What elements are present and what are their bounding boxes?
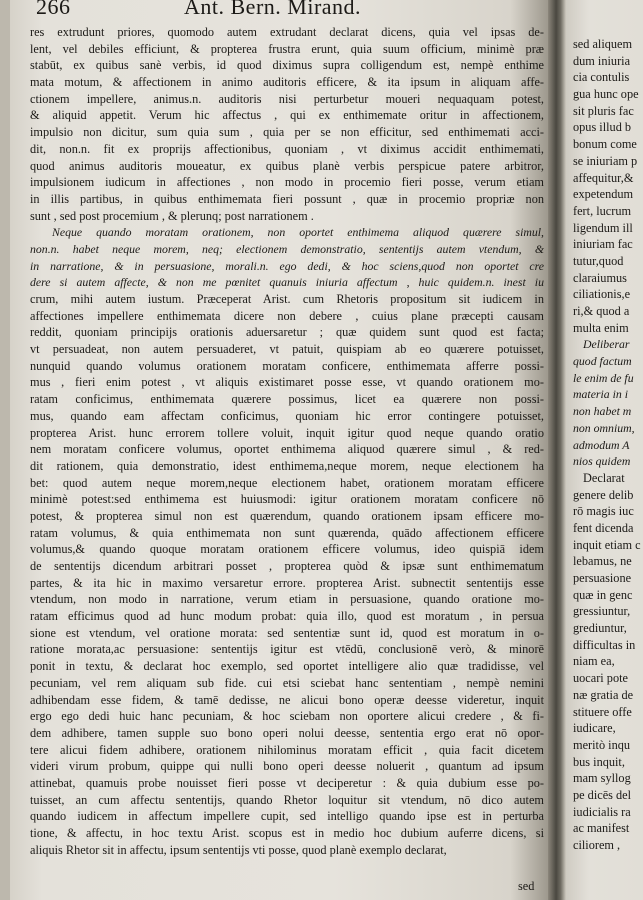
- text-line: dit rationem, quia demonstratio, idest enthimema,neque morem, neque electionem ha: [30, 458, 544, 473]
- text-line: adhibendam esse fidem, & tamē dedisse, ne alicui bono operæ deesse videretur, inquit: [30, 692, 544, 707]
- facing-text-line: næ gratia de: [573, 687, 634, 702]
- facing-text-line: grediuntur,: [573, 621, 627, 636]
- facing-text-line: niam ea,: [573, 654, 615, 669]
- left-page: [10, 0, 548, 900]
- text-line: ratam efficimus quod ad hunc modum probat: quia illo, quod est moratum , in persua: [30, 609, 544, 624]
- text-line: Neque quando moratam orationem, non oportet enthimema aliquod quærere simul,: [52, 225, 544, 240]
- facing-text-line: nios quidem: [573, 454, 631, 469]
- facing-text-line: pe dicēs del: [573, 787, 632, 802]
- facing-text-line: admodum A: [573, 437, 630, 452]
- text-line: mus, quando eam affectam conficimus, quoniam hic error contingere potuisset,: [30, 408, 544, 423]
- facing-text-line: se iniuriam p: [573, 153, 638, 168]
- text-line: vtendum, non modo in narratione, verum etiam in persuasione, quando oratione mo-: [30, 592, 544, 607]
- text-line: aliquis Rhetor sit in affectu, ipsum sententijs vti posse, quod planè exemplo declarat,: [30, 842, 447, 857]
- text-line: crum, mihi autem iustum. Præceperat Arist. cum Rhetoris propositum sit iudicem in: [30, 292, 544, 306]
- text-line: bet: quod autem neque morem,neque electionem habet, orationem moratam efficere: [30, 475, 544, 490]
- running-title: Ant. Bern. Mirand.: [184, 0, 362, 19]
- text-line: res extrudunt priores, quomodo autem extrudant declarat dicens, quia vel ipsas de-: [30, 25, 544, 39]
- text-line: minimè potest:sed enthimema est huiusmodi: igitur orationem moratam conficere nō: [30, 492, 544, 507]
- facing-text-line: sit pluris fac: [573, 103, 634, 118]
- facing-text-line: uocari pote: [573, 671, 628, 686]
- text-line: tione, & affectu, in hoc textu Arist. scopus est in medio hoc dubium auferre dicens, si: [30, 826, 544, 840]
- text-line: dere si autem affecte, & non me pœnitet quanuis iniuria affectum , huic quidem.n. inest iu: [30, 275, 544, 290]
- text-line: dem adhibere, tamen supple suo bono operi nolui deesse, sententia ergo erat nō opor-: [30, 725, 544, 740]
- text-line: non.n. habet neque morem, neq; electionem demonstratio, sententijs autem vtendum, &: [30, 241, 544, 256]
- text-line: quod animus auditoris moueatur, ex quibus planè verbis perspicue patere arbitror,: [30, 158, 544, 173]
- text-line: nem moratam conficere volumus, oportet enthimema aliquod quærere simul , & red-: [30, 442, 544, 457]
- text-line: quando iudicem in affectum impellere cupit, sed intelligo quando ipse est in perturba: [30, 809, 544, 824]
- facing-text-line: iudicare,: [573, 721, 616, 736]
- text-line: volumus,& quando quoque moratam orationem efficere volumus, ideo quispiā idem: [30, 542, 544, 557]
- facing-text-line: multa enim: [573, 320, 629, 335]
- text-line: impulsio non dicitur, sum quia sum , quia per se non efficitur, sed enthimemati acci-: [30, 125, 544, 140]
- facing-text-line: ac manifest: [573, 821, 630, 836]
- facing-text-line: opus illud b: [573, 120, 632, 135]
- text-line: reddit, quoniam principijs orationis aduersaretur ; quæ quidem sunt quod est facta;: [30, 325, 544, 340]
- facing-text-line: expetendum: [573, 187, 634, 202]
- text-line: ratam volumus, & quia enthimemata non sunt quærenda, quādo affectionem efficere: [30, 525, 544, 540]
- facing-text-line: non habet m: [573, 404, 632, 419]
- facing-text-line: stituere offe: [573, 704, 632, 719]
- text-line: ratione morata,ac persuasione: sententijs igitur est vtēdū, conclusionē verò, & minorē: [30, 642, 544, 657]
- facing-page: [566, 0, 643, 900]
- text-line: in narratione, & in persuasione, morali.n. ego dedi, & hoc sciens,quod non oportet cre: [30, 258, 544, 273]
- facing-text-line: ri,& quod a: [573, 304, 630, 318]
- facing-text-block: [573, 36, 643, 854]
- main-text-block: [30, 24, 548, 858]
- facing-text-line: ciliorem ,: [573, 838, 621, 852]
- text-line: impulsionem iudicum in affectiones , non modo in procemio fieri posse, verum etiam: [30, 175, 544, 190]
- text-line: de sententijs dicendum arbitrari posset , propterea quòd & ipsæ sunt enthimematum: [30, 559, 544, 573]
- text-line: tere alicui fidem adhibere, orationem nihilominus moratam efficit , quia facit dicetem: [30, 742, 544, 757]
- text-line: vt persuadeat, non autem persuaderet, vt patuit, quispiam ab eo quærere potuisset,: [30, 342, 544, 357]
- text-line: mus , fieri enim potest , vt aliquis existimaret posse esse, vt quando orationem mo-: [30, 375, 544, 390]
- facing-text-line: mam syllog: [573, 771, 631, 786]
- text-line: videri virum probum, quippe qui nulli bono operi deesse noluerit , quantum ad ipsum: [30, 759, 544, 774]
- facing-text-line: lebamus, ne: [573, 554, 632, 569]
- text-line: stabūt, ex quibus sanè verbis, id quod diximus supra colligendum est, nempè enthime: [30, 58, 544, 73]
- text-line: ponit in textu, & declarat hoc exemplo, sed oportet intelligere alio quæ tradidisse, vel: [30, 659, 544, 674]
- facing-text-line: ciliationis,e: [573, 287, 631, 302]
- text-line: nunquid quando volumus orationem moratam conficere, enthimemata afferre possi-: [30, 358, 544, 373]
- facing-text-line: gua hunc ope: [573, 87, 639, 102]
- text-line: ratam conficimus, enthimemata quærere possimus, licet ea quærere non possi-: [30, 392, 544, 407]
- catchword: sed: [518, 879, 535, 893]
- facing-text-line: persuasione: [573, 571, 632, 585]
- facing-text-line: inquit etiam c: [573, 537, 641, 552]
- running-head: [36, 0, 548, 18]
- text-line: affectiones impellere enthimemata dicere non debere , cuius plane præcepti causam: [30, 308, 544, 323]
- text-line: mata motum, & affectionem in animo auditoris efficere, & ita ipsum in aliquam affe-: [30, 75, 544, 90]
- text-line: lent, vel debiles efficiunt, & propterea frustra erunt, quia suum officium, minimè præ: [30, 41, 544, 56]
- facing-text-line: difficultas in: [573, 637, 636, 652]
- text-line: tuisset, an cum affectu sententijs, quando Rhetor loquitur sit vtendum, nō dico autem: [30, 792, 544, 807]
- text-line: potest, & propterea simul non est quærendum, quando orationem ipsam efficere mo-: [30, 508, 544, 523]
- facing-text-line: tutur,quod: [573, 253, 624, 268]
- text-line: dit, non.n. fit ex proprijs affectionibus, quoniam , vt diximus accidit enthimemati,: [30, 141, 544, 156]
- facing-text-line: dum iniuria: [573, 53, 631, 68]
- text-line: & aliquid appetit. Verum hic affectus , qui ex enthimemate oritur in affectionem,: [30, 108, 544, 123]
- facing-text-line: Declarat: [583, 470, 625, 485]
- text-line: sione est vtendum, vel oratione morata: sed sententiæ sunt id, quod est moratum in o-: [30, 625, 544, 640]
- text-line: propterea Arist. hunc errorem tollere voluit, inquit igitur quod neque quando oratio: [30, 425, 544, 440]
- facing-text-line: genere delib: [573, 487, 634, 502]
- facing-text-line: ligendum ill: [573, 220, 633, 235]
- text-line: pecuniam, vel rem aliquam sub fide. cui etsi sciebat hanc sententiam , nempè nemini: [30, 675, 544, 690]
- facing-text-line: non omnium,: [573, 420, 635, 435]
- text-line: sunt , sed post procemium , & plerunq; post narrationem .: [30, 208, 314, 223]
- facing-text-line: quod factum: [573, 354, 632, 369]
- facing-text-line: fert, lucrum: [573, 203, 632, 218]
- facing-text-line: Deliberar: [583, 337, 630, 352]
- facing-text-line: le enim de fu: [573, 370, 634, 385]
- page-number: 266: [36, 0, 71, 19]
- facing-text-line: iniuriam fac: [573, 237, 633, 252]
- facing-text-line: materia in i: [573, 387, 629, 402]
- facing-text-line: claraiumus: [573, 270, 627, 285]
- text-line: ergo ego dedi huic hanc pecuniam, & hoc sciebam non oportere alicui credere , & fi-: [30, 709, 544, 724]
- text-line: attinebat, quamuis probe nouisset fieri posse vt deciperetur : & quia dubium esse po-: [30, 775, 544, 790]
- text-line: partes, & ita hic in maximo versaretur errore. propterea Arist. subnectit sententijs esse: [30, 575, 544, 590]
- facing-text-line: fent dicenda: [573, 520, 634, 535]
- facing-text-line: cia contulis: [573, 70, 630, 85]
- text-line: ctionem impellere, animus.n. auditoris nisi perturbetur moueri nequaquam potest,: [30, 91, 544, 106]
- facing-text-line: affequitur,&: [573, 170, 634, 185]
- facing-text-line: iudicialis ra: [573, 804, 631, 819]
- facing-text-line: quæ in genc: [573, 587, 633, 602]
- facing-text-line: gressiuntur,: [573, 604, 631, 619]
- facing-text-line: bus inquit,: [573, 754, 625, 769]
- facing-text-line: meritò inqu: [573, 737, 631, 752]
- facing-text-line: bonum come: [573, 137, 637, 152]
- book-gutter: [548, 0, 566, 900]
- text-line: in illis partibus, in quibus enthimemata fieri possunt , quæ in procemio propriæ non: [30, 191, 544, 206]
- facing-text-line: rō magis iuc: [573, 504, 634, 519]
- facing-text-line: sed aliquem: [573, 37, 633, 51]
